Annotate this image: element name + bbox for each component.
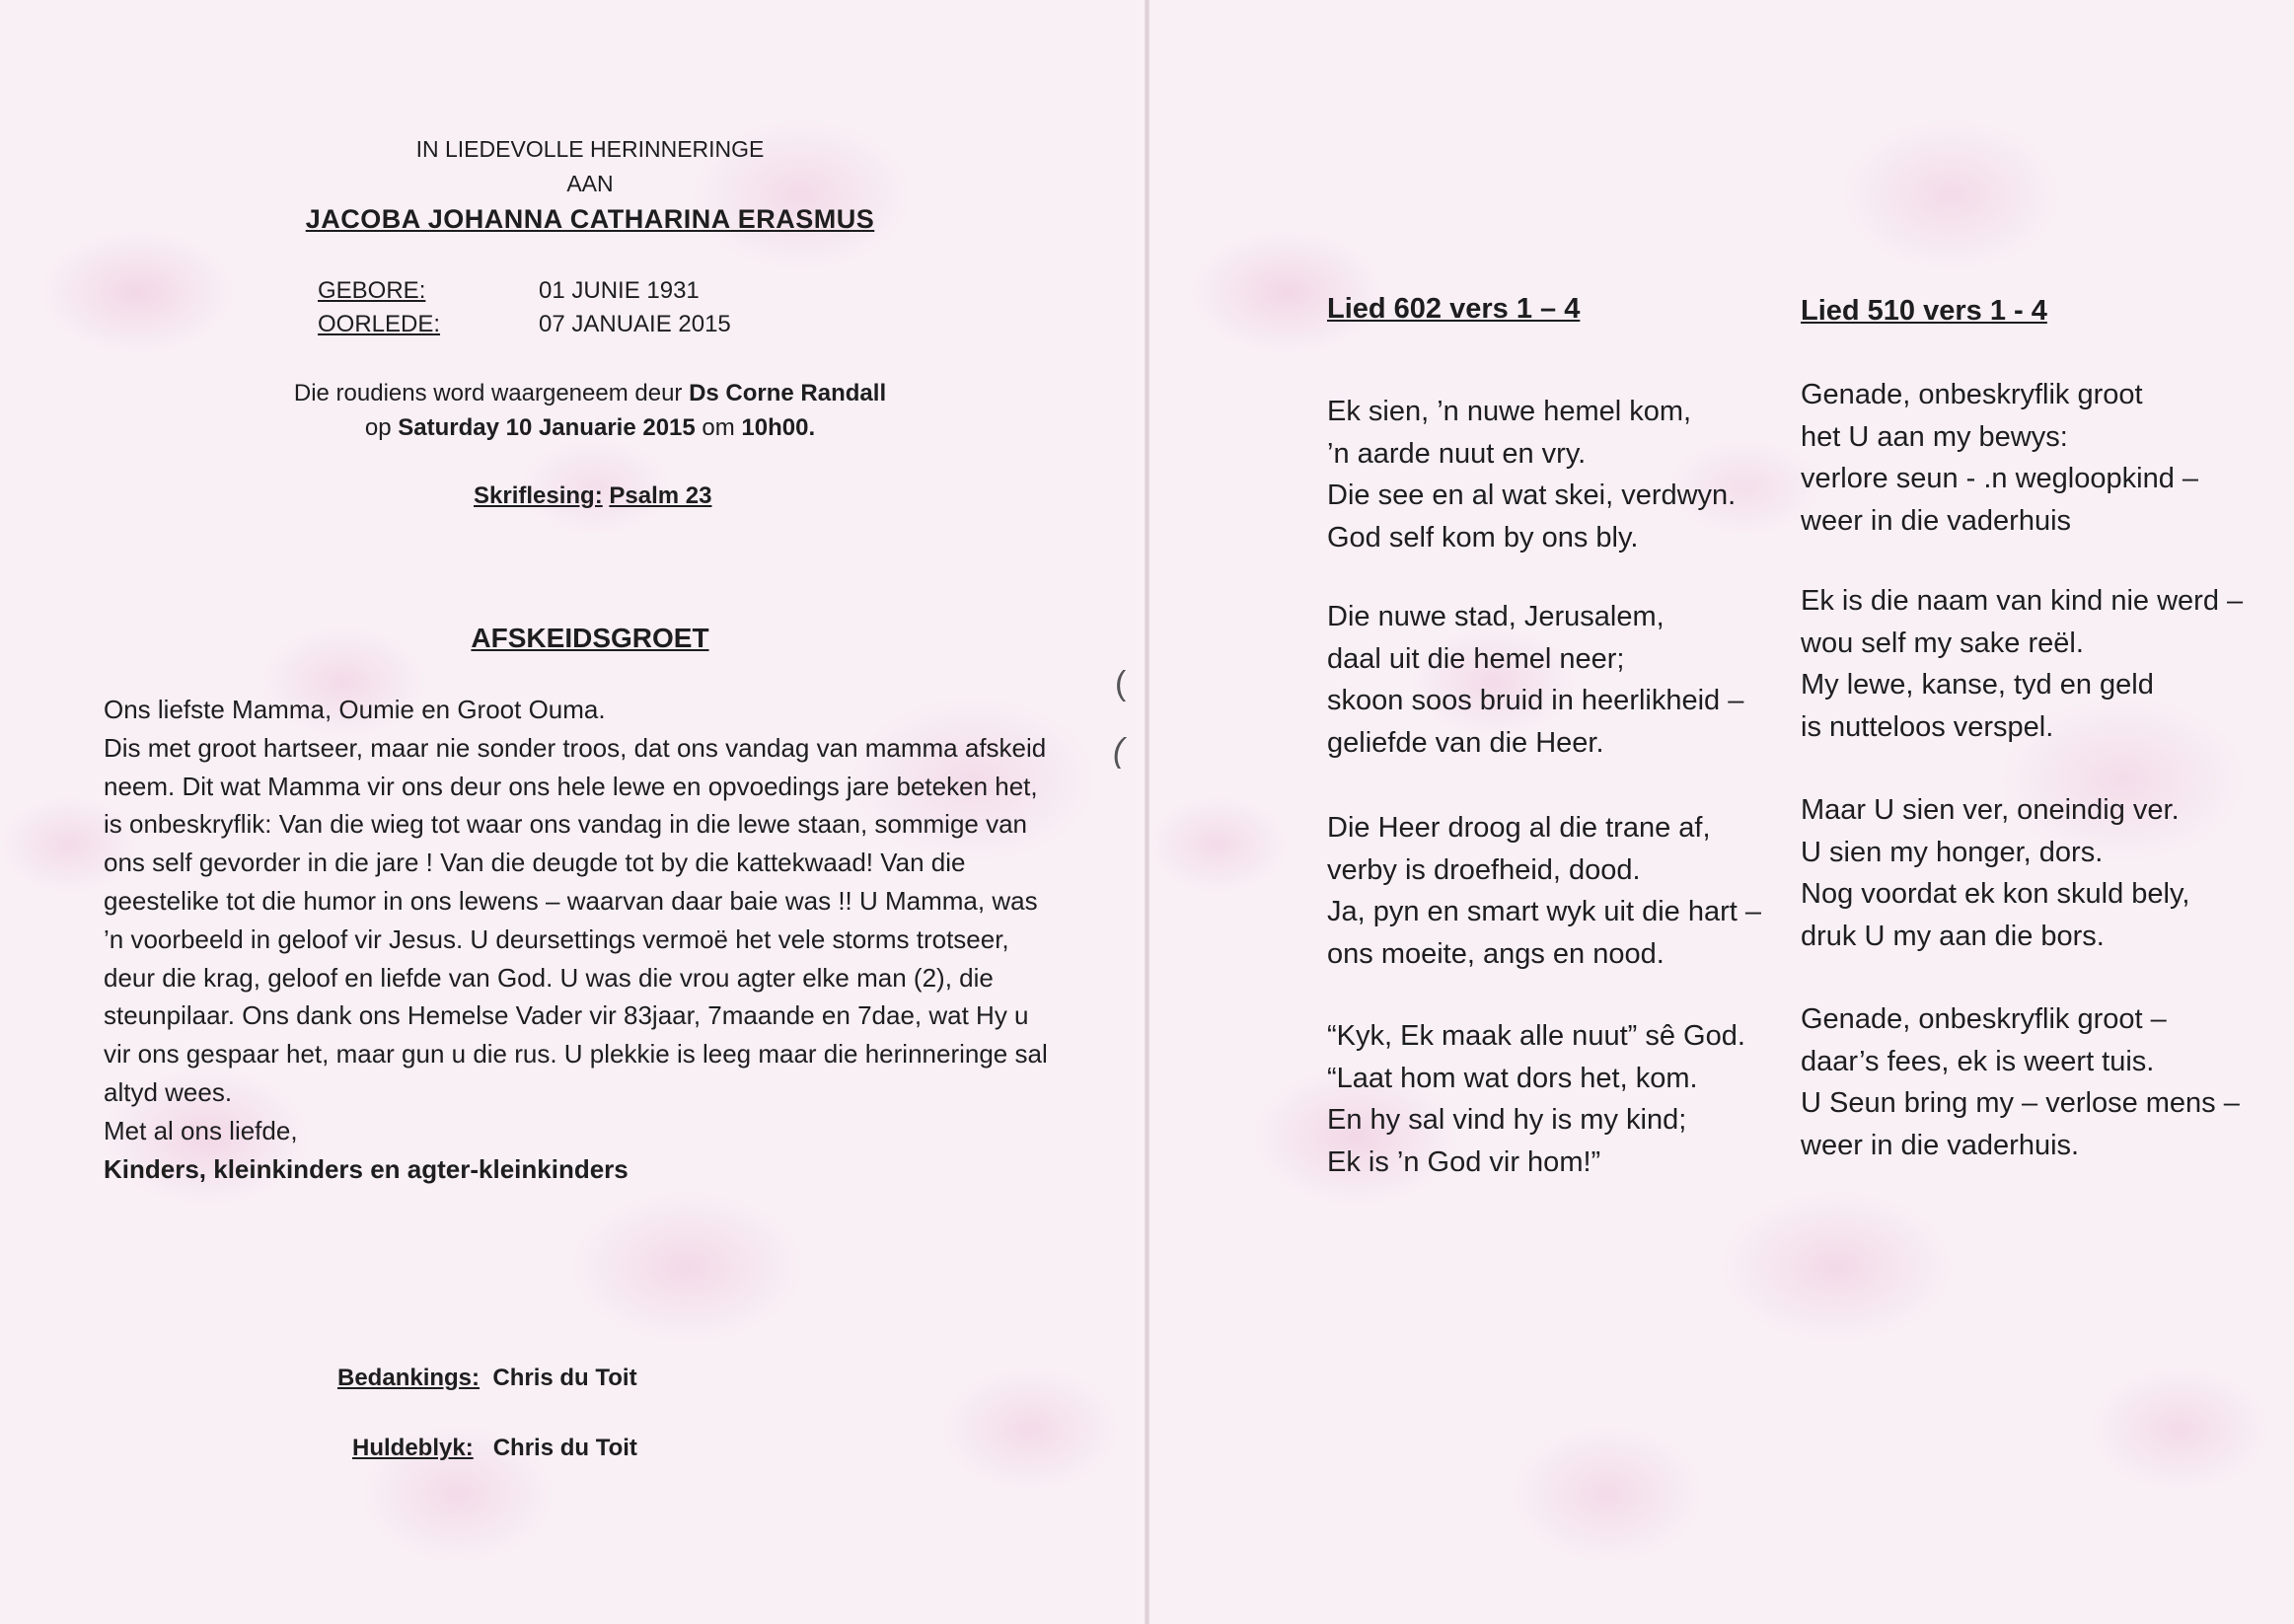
verse-line: skoon soos bruid in heerlikheid – [1327, 685, 1744, 716]
verse-line: druk U my aan die bors. [1801, 920, 2105, 952]
farewell-line: ons self gevorder in die jare ! Van die deugde tot by die kattekwaad! Van die [104, 848, 966, 878]
farewell-line: ’n voorbeeld in geloof vir Jesus. U deursettings vermoë het vele storms trotseer, [104, 923, 1009, 954]
verse-line: Nog voordat ek kon skuld bely, [1801, 878, 2190, 910]
born-label: GEBORE: [318, 277, 426, 304]
scripture-reading [474, 482, 711, 511]
verse-line: ons moeite, angs en nood. [1327, 937, 1665, 970]
died-date: 07 JANUAIE 2015 [539, 311, 731, 337]
staple-mark: ( [1113, 732, 1125, 770]
hymn-510-title: Lied 510 vers 1 - 4 [1801, 295, 2047, 327]
service-time-prefix: om [695, 414, 742, 441]
hymn-602-verse-4 [1327, 1015, 1745, 1183]
verse-line: Die Heer droog al die trane af, [1327, 812, 1711, 844]
hymn-602-title: Lied 602 vers 1 – 4 [1327, 293, 1581, 325]
memorial-line: IN LIEDEVOLLE HERINNERINGE [415, 136, 765, 162]
verse-line: Genade, onbeskryflik groot – [1801, 1003, 2167, 1035]
farewell-line: Met al ons liefde, [104, 1115, 298, 1145]
verse-line: “Laat hom wat dors het, kom. [1327, 1062, 1698, 1094]
reading-label: Skriflesing: [474, 482, 603, 509]
farewell-line: steunpilaar. Ons dank ons Hemelse Vader vir 83jaar, 7maande en 7dae, wat Hy u [104, 1000, 1029, 1031]
verse-line: Die see en al wat skei, verdwyn. [1327, 480, 1737, 511]
verse-line: Genade, onbeskryflik groot [1801, 379, 2143, 410]
aan-line: AAN [566, 171, 614, 196]
service-prefix: Die roudiens word waargeneem deur [293, 380, 690, 406]
verse-line: weer in die vaderhuis. [1801, 1129, 2080, 1161]
service-line-2 [0, 414, 1145, 443]
service-minister: Ds Corne Randall [689, 380, 887, 406]
deceased-name: JACOBA JOHANNA CATHARINA ERASMUS [305, 204, 875, 234]
farewell-line: altyd wees. [104, 1076, 233, 1107]
died-label: OORLEDE: [318, 311, 441, 337]
hymn-602-verse-2 [1327, 596, 1743, 764]
hymn-510-verse-1 [1801, 374, 2198, 542]
tribute-label: Huldeblyk: [352, 1435, 474, 1461]
farewell-line: Dis met groot hartseer, maar nie sonder troos, dat ons vandag van mamma afskeid [104, 732, 1047, 763]
verse-line: En hy sal vind hy is my kind; [1327, 1104, 1687, 1136]
farewell-signoff: Kinders, kleinkinders en agter-kleinkinders [104, 1153, 629, 1184]
verse-line: verby is droefheid, dood. [1327, 853, 1641, 886]
staple-mark: ( [1115, 665, 1127, 702]
farewell-line: vir ons gespaar het, maar gun u die rus. U plekkie is leeg maar die herinneringe sal [104, 1039, 1048, 1070]
farewell-line: deur die krag, geloof en liefde van God. U was die vrou agter elke man (2), die [104, 962, 994, 993]
born-date: 01 JUNIE 1931 [539, 277, 700, 304]
thanks-label: Bedankings: [337, 1365, 481, 1391]
verse-line: Die nuwe stad, Jerusalem, [1327, 601, 1665, 632]
farewell-line: Ons liefste Mamma, Oumie en Groot Ouma. [104, 695, 606, 724]
verse-line: Ek sien, ’n nuwe hemel kom, [1327, 396, 1692, 427]
verse-line: daal uit die hemel neer; [1327, 642, 1625, 675]
thanks-line [337, 1365, 637, 1393]
verse-line: geliefde van die Heer. [1327, 726, 1604, 759]
verse-line: daar’s fees, ek is weert tuis. [1801, 1045, 2155, 1077]
verse-line: wou self my sake reël. [1801, 627, 2084, 659]
farewell-line: neem. Dit wat Mamma vir ons deur ons hele lewe en opvoedings jare beteken het, [104, 771, 1038, 801]
farewell-line: geestelike tot die humor in ons lewens – waarvan daar baie was !! U Mamma, was [104, 885, 1038, 916]
verse-line: “Kyk, Ek maak alle nuut” sê God. [1327, 1020, 1745, 1052]
farewell-message [104, 691, 1080, 1188]
hymn-602-verse-3 [1327, 807, 1761, 975]
verse-line: Ja, pyn en smart wyk uit die hart – [1327, 896, 1762, 927]
thanks-value: Chris du Toit [492, 1365, 637, 1391]
tribute-value: Chris du Toit [492, 1435, 637, 1461]
verse-line: Maar U sien ver, oneindig ver. [1801, 794, 2180, 826]
service-time: 10h00. [741, 414, 816, 441]
verse-line: het U aan my bewys: [1801, 420, 2068, 453]
verse-line: God self kom by ons bly. [1327, 521, 1639, 554]
service-line-1 [0, 380, 1145, 408]
verse-line: weer in die vaderhuis [1801, 504, 2072, 537]
verse-line: My lewe, kanse, tyd en geld [1801, 669, 2154, 701]
hymn-510-verse-3 [1801, 789, 2189, 957]
left-page [0, 0, 1145, 1624]
hymn-510-verse-4 [1801, 998, 2240, 1166]
service-date: Saturday 10 Januarie 2015 [398, 414, 696, 441]
verse-line: ’n aarde nuut en vry. [1327, 437, 1587, 470]
service-date-prefix: op [364, 414, 399, 441]
verse-line: Ek is die naam van kind nie werd – [1801, 585, 2244, 617]
farewell-title: AFSKEIDSGROET [471, 623, 709, 653]
verse-line: U Seun bring my – verlose mens – [1801, 1087, 2240, 1119]
farewell-line: is onbeskryflik: Van die wieg tot waar ons vandag in die lewe staan, sommige van [104, 809, 1028, 840]
hymn-510-verse-2 [1801, 580, 2243, 748]
reading-value: Psalm 23 [609, 482, 712, 509]
verse-line: Ek is ’n God vir hom!” [1327, 1145, 1601, 1178]
hymn-602-verse-1 [1327, 391, 1736, 558]
verse-line: verlore seun - .n wegloopkind – [1801, 463, 2199, 494]
right-page [1149, 0, 2294, 1624]
verse-line: U sien my honger, dors. [1801, 836, 2104, 868]
tribute-line [352, 1435, 637, 1463]
verse-line: is nutteloos verspel. [1801, 710, 2054, 743]
